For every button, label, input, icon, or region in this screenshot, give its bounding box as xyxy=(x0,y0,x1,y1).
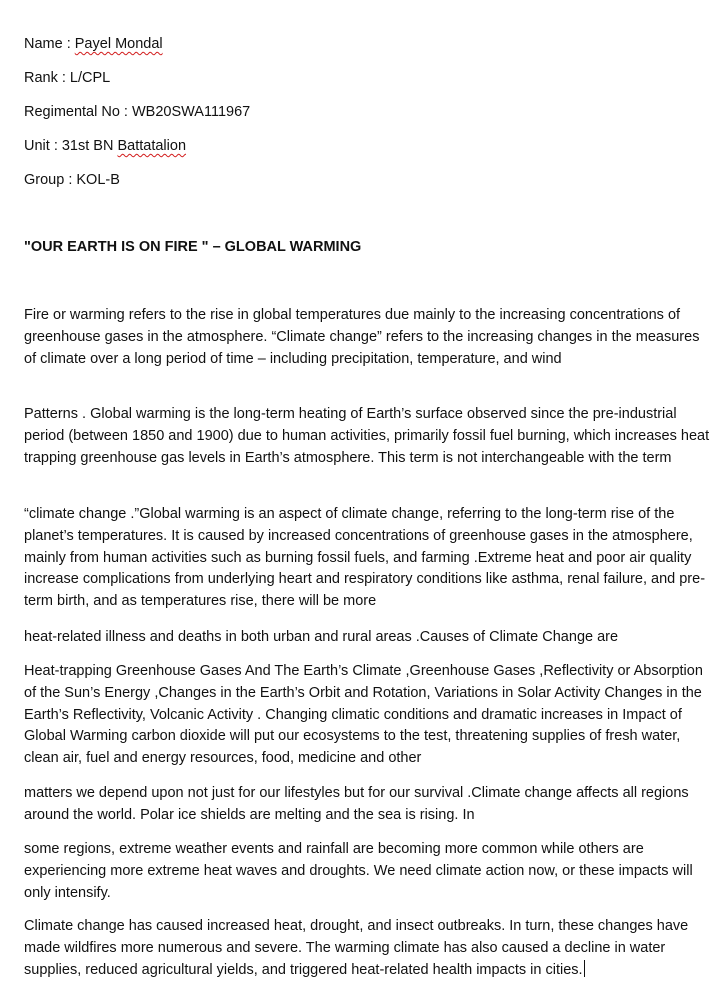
group-line: Group : KOL-B xyxy=(24,172,120,188)
paragraph-7: some regions, extreme weather events and rainfall are becoming more common while others are experiencing more extreme heat waves and droughts. We need climate action now, or these impacts will only intensify. xyxy=(24,841,693,901)
name-label: Name : xyxy=(24,36,75,52)
paragraph-3: “climate change .”Global warming is an aspect of climate change, referring to the long-term rise of the planet’s temperatures. It is caused by increased concentrations of greenhouse gases in the atmosphere, mainly from human activities such as burning fossil fuels, and farming .Extreme heat and poor air quality increase complications from underlying heart and respiratory conditions like asthma, renal failure, and pre-term birth, and as temperatures rise, there will be more xyxy=(24,506,706,610)
name-value: Payel Mondal xyxy=(74,36,163,52)
paragraph-8 xyxy=(24,916,710,981)
paragraph-2: Patterns . Global warming is the long-term heating of Earth’s surface observed since the pre-industrial period (between 1850 and 1900) due to human activities, primarily fossil fuel burning, which increases heat trapping greenhouse gas levels in Earth’s atmosphere. This term is not interchangeable with the term xyxy=(24,406,710,466)
text-cursor xyxy=(584,960,585,977)
unit-value: Battatalion xyxy=(117,138,187,154)
unit-label: Unit : 31st BN xyxy=(24,138,118,154)
unit-line xyxy=(24,137,186,155)
paragraph-4: heat-related illness and deaths in both urban and rural areas .Causes of Climate Change are xyxy=(24,629,619,645)
rank-line: Rank : L/CPL xyxy=(24,70,111,86)
paragraph-8-text: Climate change has caused increased heat, drought, and insect outbreaks. In turn, these changes have made wildfires more numerous and severe. The warming climate has also caused a decline in water supplies, reduced agricultural yields, and triggered heat-related health impacts in cities. xyxy=(24,918,689,978)
name-line xyxy=(24,35,163,53)
paragraph-6: matters we depend upon not just for our lifestyles but for our survival .Climate change affects all regions around the world. Polar ice shields are melting and the sea is rising. In xyxy=(24,785,689,823)
essay-title: "OUR EARTH IS ON FIRE " – GLOBAL WARMING xyxy=(24,239,362,255)
regimental-number-line: Regimental No : WB20SWA111967 xyxy=(24,104,251,120)
paragraph-5: Heat-trapping Greenhouse Gases And The Earth’s Climate ,Greenhouse Gases ,Reflectivity or Absorption of the Sun’s Energy ,Changes in the Earth’s Orbit and Rotation, Variations in Solar Activity Changes in the Earth’s Reflectivity, Volcanic Activity . Changing climatic conditions and dramatic increases in Impact of Global Warming carbon dioxide will put our ecosystems to the test, threatening supplies of fresh water, clean air, fuel and energy resources, food, medicine and other xyxy=(24,663,703,767)
paragraph-1: Fire or warming refers to the rise in global temperatures due mainly to the increasing concentrations of greenhouse gases in the atmosphere. “Climate change” refers to the increasing changes in the measures of climate over a long period of time – including precipitation, temperature, and wind xyxy=(24,307,700,367)
